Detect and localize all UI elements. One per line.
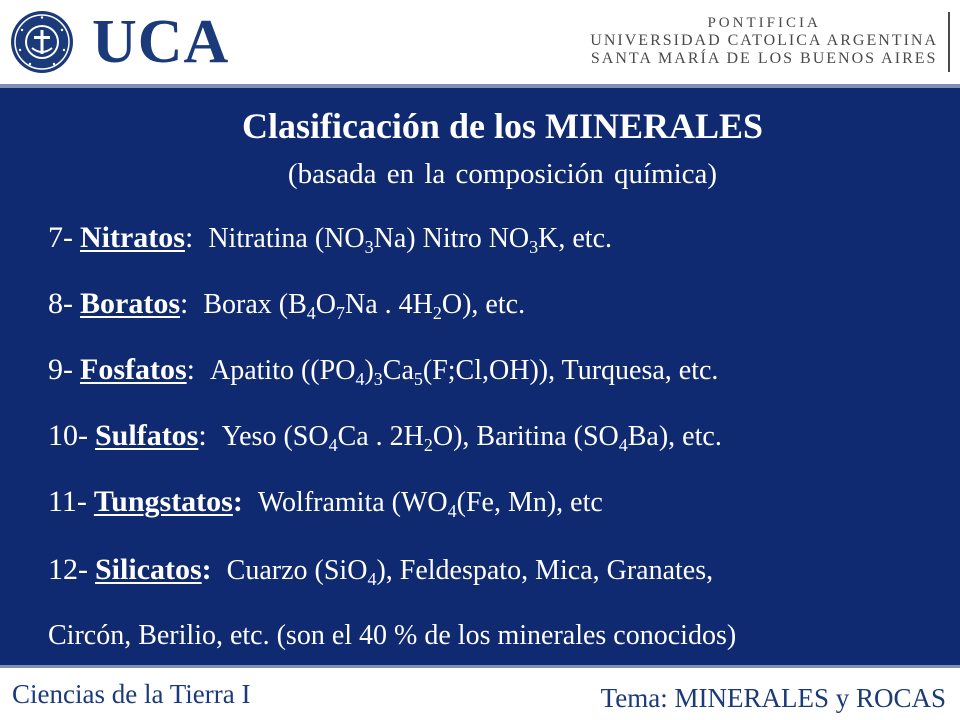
- university-seal-icon: [10, 10, 74, 74]
- slide-title: Clasificación de los MINERALES: [241, 106, 764, 146]
- item-name: Tungstatos: [93, 485, 233, 518]
- brand-logo-text: UCA: [92, 8, 230, 76]
- item-colon: :: [186, 353, 195, 386]
- university-line-1: PONTIFICIA: [707, 15, 821, 31]
- item-number: 11-: [48, 485, 87, 518]
- item-continuation: Circón, Berilio, etc. (son el 40 % de los minerales conocidos): [48, 620, 737, 651]
- item-name: Silicatos: [95, 553, 202, 586]
- item-name: Nitratos: [80, 221, 185, 254]
- mineral-class-item: [48, 218, 612, 259]
- mineral-class-item: [48, 284, 525, 325]
- item-number: 9-: [48, 353, 73, 386]
- topic-label: Tema: MINERALES y ROCAS: [600, 683, 946, 713]
- item-colon: :: [198, 419, 207, 452]
- item-colon: :: [184, 221, 194, 254]
- item-colon: :: [180, 287, 189, 320]
- item-number: 12-: [48, 553, 88, 586]
- item-name: Sulfatos: [95, 419, 199, 452]
- item-colon: :: [232, 485, 243, 518]
- item-description: Cuarzo (SiO$_4$), Feldespato, Mica, Granates,: [226, 555, 714, 589]
- slide-subtitle: (basada en la composición química): [287, 158, 718, 190]
- item-description: Yeso ($SO_4Ca$ . $2H_2O$), Baritina $(SO_4Ba)$, etc.: [221, 421, 722, 455]
- item-description: Wolframita ($WO_4(Fe$, Mn), etc: [257, 487, 603, 521]
- mineral-class-item: [48, 350, 718, 391]
- item-description: Nitratina $(NO_3Na)$ Nitro $NO_3K$, etc.: [208, 223, 613, 257]
- item-description: Borax ($B_4O_7Na$ . $4H_2O$), etc.: [203, 289, 526, 323]
- course-name: Ciencias de la Tierra I: [12, 679, 251, 709]
- university-line-2: UNIVERSIDAD CATOLICA ARGENTINA: [590, 32, 938, 49]
- mineral-class-item: [48, 482, 603, 523]
- item-number: 7-: [48, 221, 73, 254]
- university-name: [590, 14, 938, 68]
- header-divider: [948, 12, 950, 72]
- item-description: Apatito $((PO_4)_3Ca_5(F;Cl,OH))$, Turquesa, etc.: [210, 355, 719, 389]
- item-name: Boratos: [80, 287, 180, 320]
- item-number: 10-: [48, 419, 88, 452]
- item-number: 8-: [48, 287, 73, 320]
- item-name: Fosfatos: [80, 353, 187, 386]
- university-line-3: SANTA MARÍA DE LOS BUENOS AIRES: [590, 50, 938, 67]
- mineral-class-item: [48, 550, 713, 591]
- mineral-class-item: [48, 416, 722, 457]
- slide-header: [0, 0, 960, 84]
- item-colon: :: [201, 553, 212, 586]
